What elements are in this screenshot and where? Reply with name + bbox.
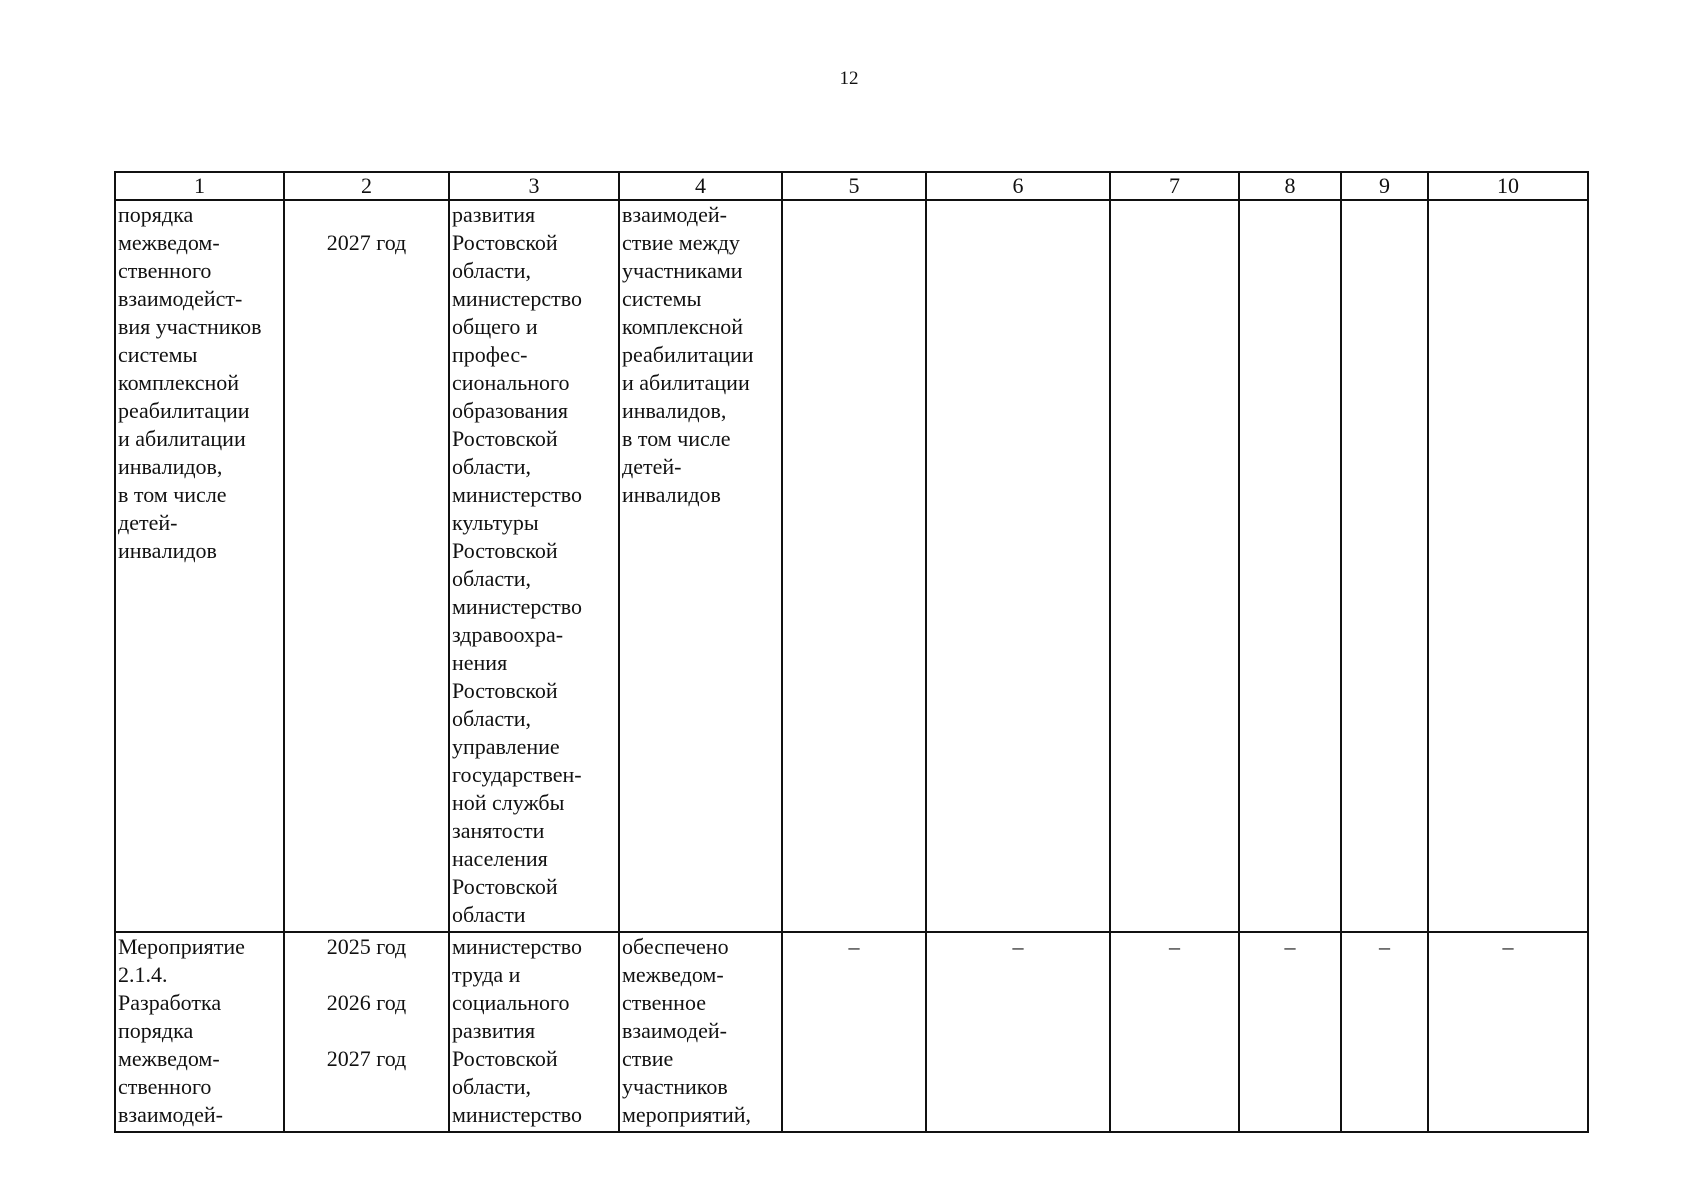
column-header: 9 <box>1341 172 1428 200</box>
measure-name-cell: порядка межведом- ственного взаимодейст- вия участников системы комплексной реабилитации и абилитации инвалидов, в том числе детей- инвалидов <box>115 200 284 932</box>
measures-table <box>114 171 1589 1133</box>
table-row <box>115 932 1588 1132</box>
value-cell-7: – <box>1110 932 1239 1132</box>
column-header: 3 <box>449 172 619 200</box>
value-cell-8: – <box>1239 932 1341 1132</box>
responsible-cell: министерство труда и социального развития Ростовской области, министерство <box>449 932 619 1132</box>
column-header: 5 <box>782 172 926 200</box>
value-cell-10 <box>1428 200 1588 932</box>
responsible-cell: развития Ростовской области, министерство общего и профес- сионального образования Ростовской области, министерство культуры Ростовской области, министерство здравоохра- нения Ростовской области, управление государствен- ной службы занятости населения Ростовской области <box>449 200 619 932</box>
value-cell-9: – <box>1341 932 1428 1132</box>
column-header: 6 <box>926 172 1110 200</box>
value-cell-10: – <box>1428 932 1588 1132</box>
page-number: 12 <box>839 68 859 89</box>
value-cell-6 <box>926 200 1110 932</box>
column-header: 4 <box>619 172 782 200</box>
column-header: 8 <box>1239 172 1341 200</box>
period-cell: 2027 год <box>284 200 449 932</box>
result-cell: обеспечено межведом- ственное взаимодей- ствие участников мероприятий, <box>619 932 782 1132</box>
value-cell-5 <box>782 200 926 932</box>
value-cell-6: – <box>926 932 1110 1132</box>
table-row <box>115 200 1588 932</box>
value-cell-7 <box>1110 200 1239 932</box>
value-cell-9 <box>1341 200 1428 932</box>
value-cell-8 <box>1239 200 1341 932</box>
column-header: 2 <box>284 172 449 200</box>
measure-name-cell: Мероприятие 2.1.4. Разработка порядка межведом- ственного взаимодей- <box>115 932 284 1132</box>
column-header: 1 <box>115 172 284 200</box>
table-header-row <box>115 172 1588 200</box>
column-header: 7 <box>1110 172 1239 200</box>
period-cell: 2025 год 2026 год 2027 год <box>284 932 449 1132</box>
value-cell-5: – <box>782 932 926 1132</box>
result-cell: взаимодей- ствие между участниками системы комплексной реабилитации и абилитации инвалидов, в том числе детей- инвалидов <box>619 200 782 932</box>
column-header: 10 <box>1428 172 1588 200</box>
